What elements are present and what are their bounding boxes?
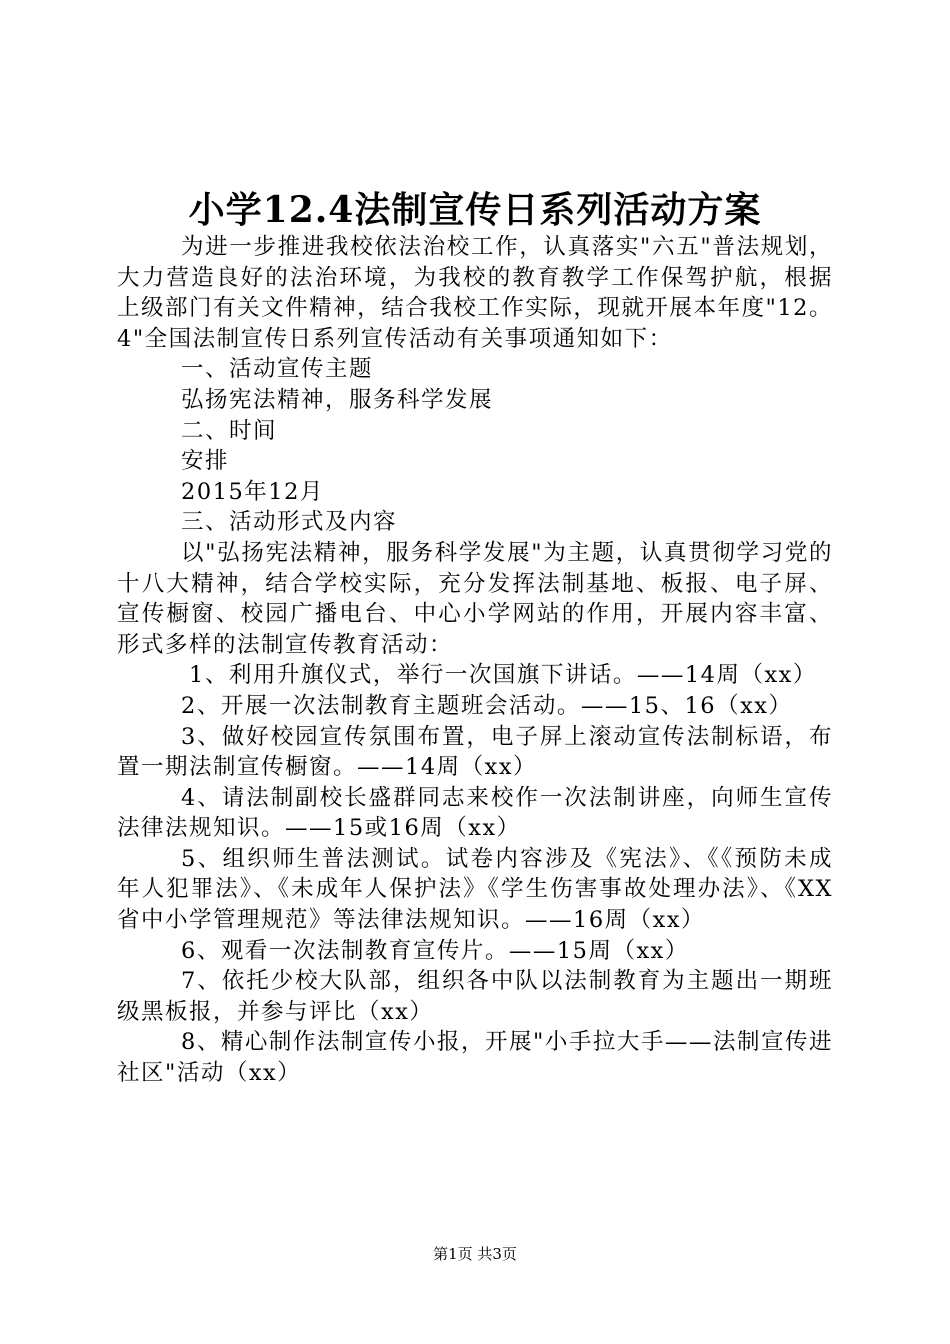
activity-item-3: 3、做好校园宣传氛围布置，电子屏上滚动宣传法制标语，布置一期法制宣传橱窗。——14周（xx） (117, 723, 833, 781)
activity-item-8: 8、精心制作法制宣传小报，开展"小手拉大手——法制宣传进社区"活动（xx） (117, 1029, 833, 1087)
activity-item-5: 5、组织师生普法测试。试卷内容涉及《宪法》、《《预防未成年人犯罪法》、《未成年人保护法》《学生伤害事故处理办法》、《XX省中小学管理规范》等法律法规知识。——16周（xx） (117, 845, 833, 934)
activity-item-4: 4、请法制副校长盛群同志来校作一次法制讲座，向师生宣传法律法规知识。——15或16周（xx） (117, 784, 833, 842)
activities-intro-paragraph: 以"弘扬宪法精神，服务科学发展"为主题，认真贯彻学习党的十八大精神，结合学校实际，充分发挥法制基地、板报、电子屏、宣传橱窗、校园广播电台、中心小学网站的作用，开展内容丰富、形式多样的法制宣传教育活动： (117, 539, 833, 658)
section-heading-time: 二、时间 (181, 417, 278, 444)
document-body (117, 232, 833, 1089)
activity-item-1: 1、利用升旗仪式，举行一次国旗下讲话。——14周（xx） (189, 662, 817, 689)
intro-paragraph: 为进一步推进我校依法治校工作，认真落实"六五"普法规划，大力营造良好的法治环境，为我校的教育教学工作保驾护航，根据上级部门有关文件精神，结合我校工作实际，现就开展本年度"12。4"全国法制宣传日系列宣传活动有关事项通知如下： (117, 234, 833, 352)
date-text: 2015年12月 (181, 478, 324, 505)
activity-item-2: 2、开展一次法制教育主题班会活动。——15、16（xx） (181, 692, 793, 719)
theme-text: 弘扬宪法精神，服务科学发展 (181, 386, 494, 413)
document-title: 小学12.4法制宣传日系列活动方案 (188, 189, 762, 231)
section-heading-activities: 三、活动形式及内容 (181, 509, 398, 536)
section-heading-theme: 一、活动宣传主题 (181, 356, 374, 383)
activity-item-7: 7、依托少校大队部，组织各中队以法制教育为主题出一期班级黑板报，并参与评比（xx） (117, 968, 833, 1025)
page-number-footer: 第1页 共3页 (433, 1245, 517, 1263)
schedule-label: 安排 (181, 448, 230, 475)
activity-item-6: 6、观看一次法制教育宣传片。——15周（xx） (181, 937, 689, 964)
